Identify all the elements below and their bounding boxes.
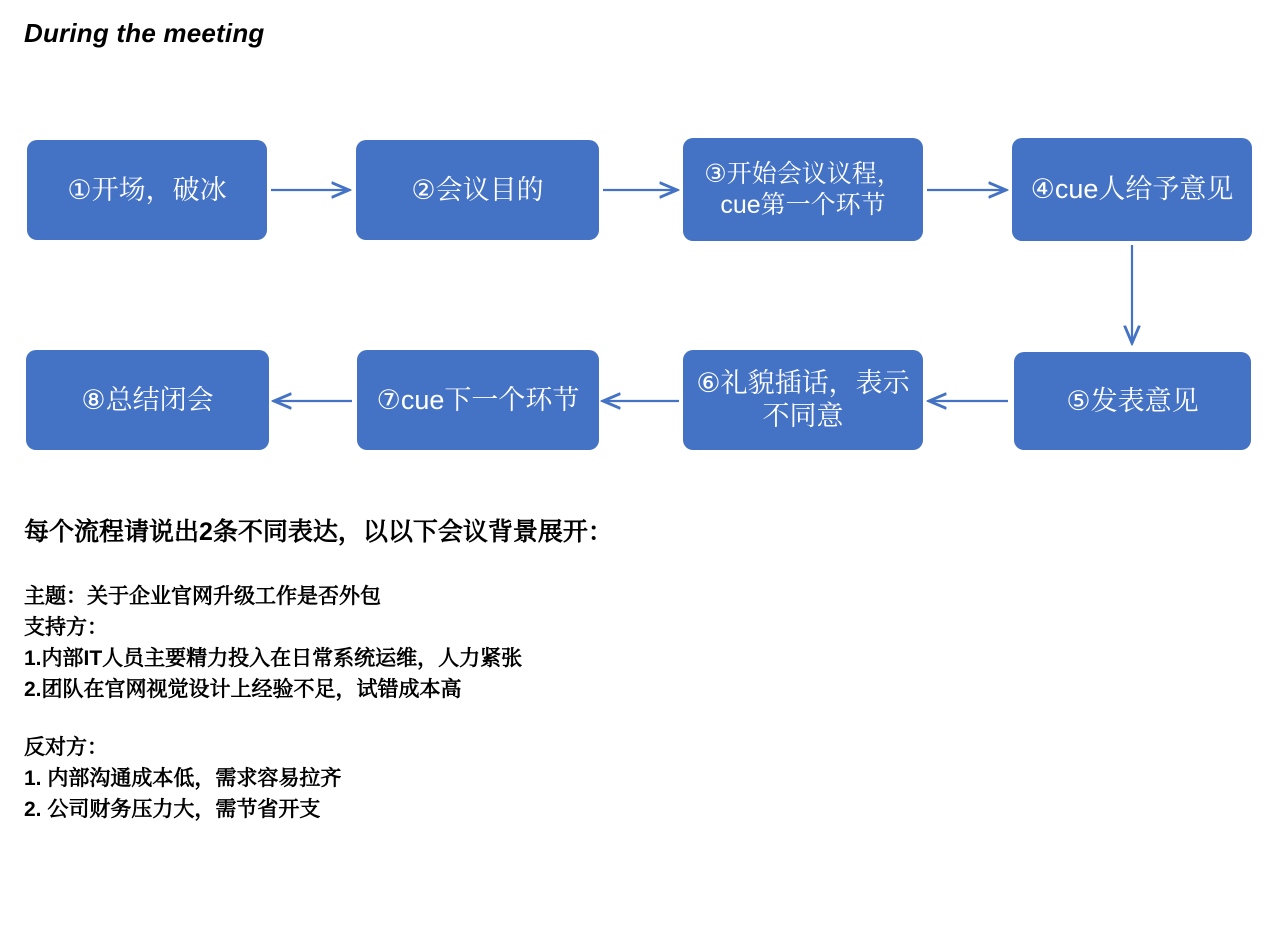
pro-side-point-1: 1.内部IT人员主要精力投入在日常系统运维，人力紧张 [24, 646, 523, 670]
pro-side-heading: 支持方： [24, 615, 108, 639]
section-spacer [24, 705, 1244, 733]
flow-node-1[interactable]: ①开场，破冰 [27, 140, 267, 240]
flow-node-7[interactable]: ⑦cue下一个环节 [357, 350, 599, 450]
process-flow-diagram [0, 120, 1281, 470]
meeting-background-block [24, 512, 1244, 826]
flow-node-6[interactable]: ⑥礼貌插话，表示不同意 [683, 350, 923, 450]
con-side-point-1: 1. 内部沟通成本低，需求容易拉齐 [24, 767, 342, 791]
flow-node-2[interactable]: ②会议目的 [356, 140, 599, 240]
topic-line: 主题：关于企业官网升级工作是否外包 [24, 585, 381, 608]
page-title: During the meeting [24, 18, 265, 48]
flow-node-3[interactable]: ③开始会议议程，cue第一个环节 [683, 138, 923, 241]
con-side-point-2: 2. 公司财务压力大，需节省开支 [24, 798, 321, 822]
pro-side-point-2: 2.团队在官网视觉设计上经验不足，试错成本高 [24, 677, 462, 701]
flow-node-4[interactable]: ④cue人给予意见 [1012, 138, 1252, 241]
flow-node-8[interactable]: ⑧总结闭会 [26, 350, 269, 450]
flow-node-5[interactable]: ⑤发表意见 [1014, 352, 1251, 450]
con-side-heading: 反对方： [24, 736, 108, 760]
task-prompt: 每个流程请说出2条不同表达，以以下会议背景展开： [24, 518, 613, 546]
